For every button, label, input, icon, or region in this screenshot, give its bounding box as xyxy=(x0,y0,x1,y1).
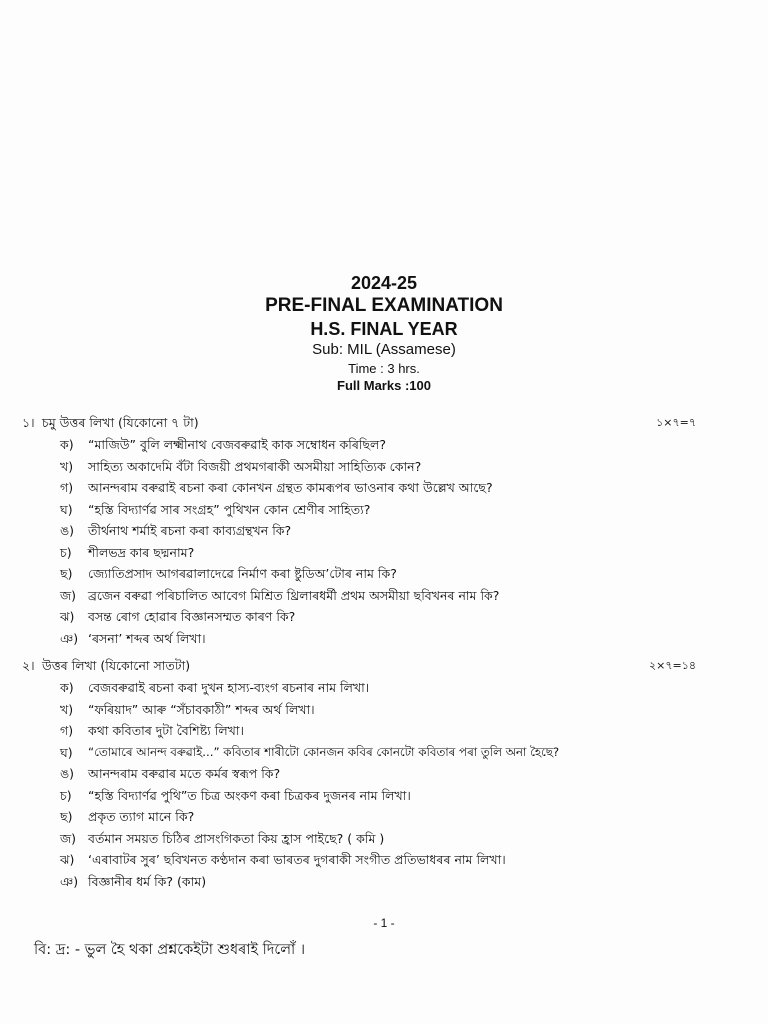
question-2 xyxy=(0,655,768,892)
item-label: ঞ) xyxy=(60,873,79,889)
full-marks-line: Full Marks :100 xyxy=(337,378,431,393)
list-item xyxy=(0,720,768,742)
page-number: - 1 - xyxy=(373,916,395,930)
item-label: ছ) xyxy=(60,566,73,581)
item-label: খ) xyxy=(60,458,74,474)
list-item xyxy=(0,456,768,478)
item-text: ব্ৰজেন বৰুৱা পৰিচালিত আবেগ মিশ্ৰিত থ্ৰিলাৰধৰ্মী প্ৰথম অসমীয়া ছবিখনৰ নাম কি? xyxy=(88,587,500,603)
exam-title: PRE-FINAL EXAMINATION xyxy=(265,295,503,316)
item-text: সাহিত্য অকাদেমি বঁটা বিজয়ী প্ৰথমগৰাকী অসমীয়া সাহিত্যিক কোন? xyxy=(88,458,422,474)
item-label: ঙ) xyxy=(60,523,75,538)
item-label: ক) xyxy=(60,680,74,695)
time-line: Time : 3 hrs. xyxy=(348,361,420,376)
item-text: বিজ্ঞানীৰ ধৰ্ম কি? (কাম) xyxy=(88,873,207,889)
question-marks: ২×৭=১৪ xyxy=(648,659,696,672)
list-item xyxy=(0,542,768,564)
item-label: খ) xyxy=(60,701,74,717)
academic-year: 2024-25 xyxy=(350,273,418,293)
item-text: “ফৰিয়াদ” আৰু “সঁচাবকাঠী” শব্দৰ অৰ্থ লিখা। xyxy=(88,701,315,717)
item-label: ঙ) xyxy=(60,766,75,781)
item-text: আনন্দৰাম বৰুৱাৰ মতে কৰ্মৰ স্বৰূপ কি? xyxy=(88,766,281,781)
subject-line: Sub: MIL (Assamese) xyxy=(312,341,456,358)
item-label: গ) xyxy=(60,480,74,495)
question-1 xyxy=(0,412,768,649)
question-1-heading xyxy=(0,412,768,434)
item-label: জ) xyxy=(60,830,77,846)
list-item xyxy=(0,806,768,828)
list-item xyxy=(0,434,768,456)
list-item xyxy=(0,763,768,785)
list-item xyxy=(0,628,768,650)
exam-header xyxy=(0,272,768,394)
item-text: কথা কবিতাৰ দুটা বৈশিষ্ট্য লিখা। xyxy=(88,723,244,738)
item-label: জ) xyxy=(60,587,77,603)
question-2-heading xyxy=(0,655,768,677)
list-item xyxy=(0,563,768,585)
list-item xyxy=(0,785,768,807)
question-number: ১। xyxy=(22,415,35,430)
list-item xyxy=(0,742,768,764)
list-item xyxy=(0,499,768,521)
list-item xyxy=(0,871,768,893)
item-label: ঝ) xyxy=(60,609,75,624)
item-text: বসন্ত ৰোগ হোৱাৰ বিজ্ঞানসম্মত কাৰণ কি? xyxy=(88,609,296,624)
list-item xyxy=(0,699,768,721)
item-text: জ্যোতিপ্ৰসাদ আগৰৱালাদেৱে নিৰ্মাণ কৰা ষ্টুডিঅ’টোৰ নাম কি? xyxy=(88,566,397,581)
item-text: ‘ৰসনা’ শব্দৰ অৰ্থ লিখা। xyxy=(88,630,206,646)
list-item xyxy=(0,606,768,628)
item-text: “হস্তি বিদ্যাৰ্ণৱ পুথি”ত চিত্ৰ অংকণ কৰা চিত্ৰকৰ দুজনৰ নাম লিখা। xyxy=(88,787,411,803)
item-label: চ) xyxy=(60,544,72,560)
list-item xyxy=(0,520,768,542)
item-label: গ) xyxy=(60,723,74,738)
item-text: ‘এৰাবাটৰ সুৰ’ ছবিখনত কণ্ঠদান কৰা ভাৰতৰ দুগৰাকী সংগীত প্ৰতিভাধৰৰ নাম লিখা। xyxy=(88,852,506,867)
class-title: H.S. FINAL YEAR xyxy=(310,319,458,339)
list-item xyxy=(0,677,768,699)
question-instruction: চমু উত্তৰ লিখা (যিকোনো ৭ টা) xyxy=(42,415,199,430)
item-label: ঝ) xyxy=(60,852,75,867)
list-item xyxy=(0,828,768,850)
question-instruction: উত্তৰ লিখা (যিকোনো সাতটা) xyxy=(42,658,191,673)
item-label: চ) xyxy=(60,787,72,803)
question-number: ২। xyxy=(22,658,35,673)
list-item xyxy=(0,849,768,871)
item-text: প্ৰকৃত ত্যাগ মানে কি? xyxy=(88,809,195,824)
item-text: “হস্তি বিদ্যাৰ্ণৱ সাৰ সংগ্ৰহ” পুথিখন কোন শ্ৰেণীৰ সাহিত্য? xyxy=(88,501,371,517)
item-label: ক) xyxy=(60,437,74,452)
item-text: তীৰ্থনাথ শৰ্মাই ৰচনা কৰা কাব্যগ্ৰন্থখন কি? xyxy=(88,523,292,538)
item-text: “মাজিউ” বুলি লক্ষ্মীনাথ বেজবৰুৱাই কাক সম্বোধন কৰিছিল? xyxy=(88,437,386,452)
item-label: ছ) xyxy=(60,809,73,824)
list-item xyxy=(0,477,768,499)
item-text: “তোমাৰে আনন্দ বৰুৱাই...” কবিতাৰ শাৰীটো কোনজন কবিৰ কোনটো কবিতাৰ পৰা তুলি অনা হৈছে? xyxy=(88,744,560,759)
item-text: বেজবৰুৱাই ৰচনা কৰা দুখন হাস্য-ব্যংগ ৰচনাৰ নাম লিখা। xyxy=(88,680,370,695)
footnote: বি: দ্ৰ: - ভুল হৈ থকা প্ৰশ্নকেইটা শুধৰাই দিলোঁ । xyxy=(34,942,306,958)
item-text: আনন্দৰাম বৰুৱাই ৰচনা কৰা কোনখন গ্ৰন্থত কামৰূপৰ ভাওনাৰ কথা উল্লেখ আছে? xyxy=(88,480,493,495)
item-text: শীলভদ্ৰ কাৰ ছদ্মনাম? xyxy=(88,544,195,560)
item-label: ঞ) xyxy=(60,630,79,646)
question-marks: ১×৭=৭ xyxy=(656,416,696,429)
item-text: বৰ্তমান সময়ত চিঠিৰ প্ৰাসংগিকতা কিয় হ্ৰাস পাইছে? ( কমি ) xyxy=(88,830,385,846)
item-label: ঘ) xyxy=(60,744,73,760)
item-label: ঘ) xyxy=(60,501,73,517)
list-item xyxy=(0,585,768,607)
